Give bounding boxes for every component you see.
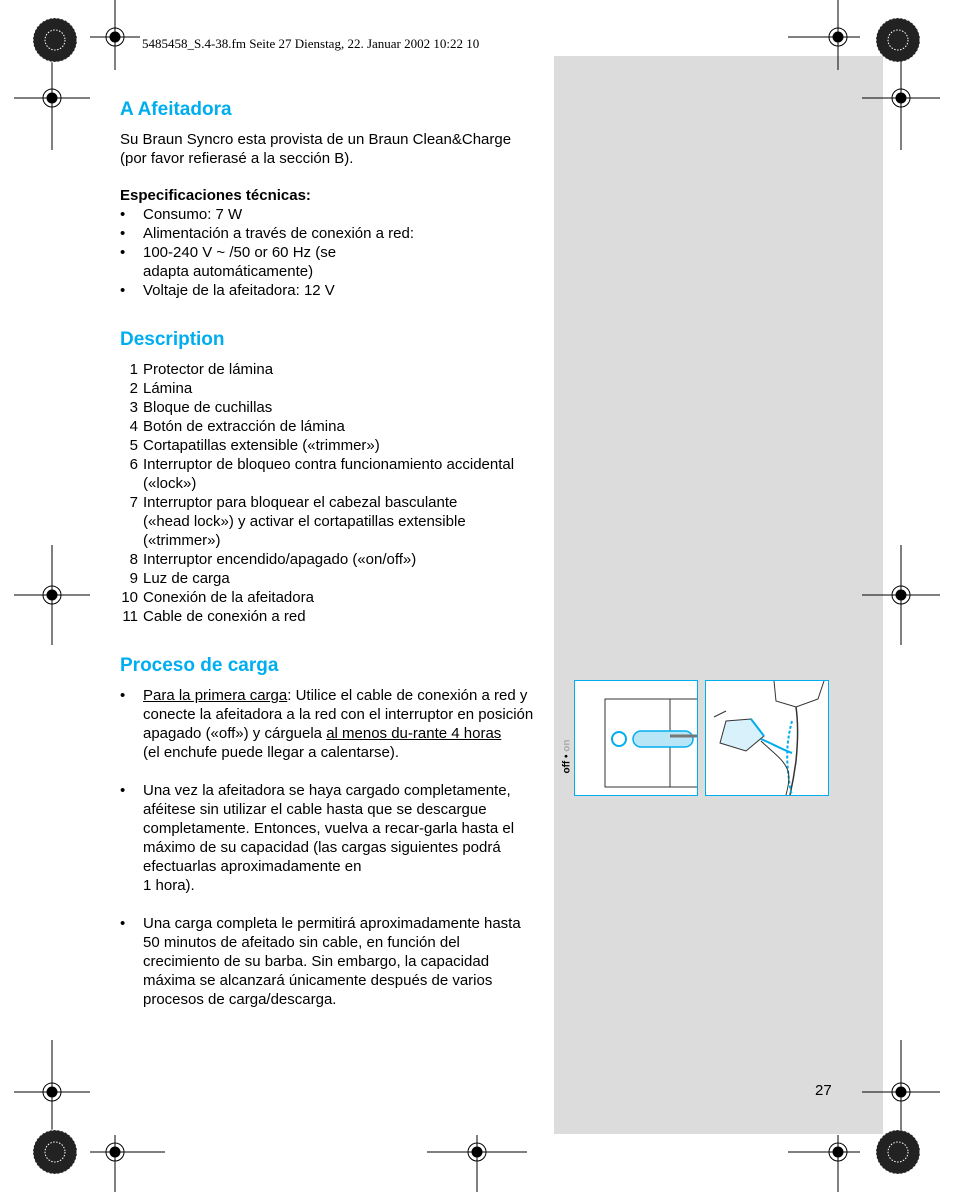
first-charge-label: Para la primera carga xyxy=(143,687,288,704)
list-item: 3 Bloque de cuchillas xyxy=(129,399,273,416)
section-title-carga: Proceso de carga xyxy=(120,655,279,676)
spec-item: • Consumo: 7 W xyxy=(120,206,243,223)
list-item: 4 Botón de extracción de lámina xyxy=(129,418,345,435)
list-item: 1 Protector de lámina xyxy=(129,361,274,378)
spec-item: • 100-240 V ~ /50 or 60 Hz (se adapta automáticamente) xyxy=(120,244,337,280)
spec-item: • Voltaje de la afeitadora: 12 V xyxy=(120,282,335,299)
section-title-description: Description xyxy=(120,329,225,350)
on-label: on xyxy=(561,739,573,752)
specs-heading: Especificaciones técnicas: xyxy=(120,187,311,204)
main-content xyxy=(120,98,540,1009)
charging-list xyxy=(120,686,540,1009)
page-number: 27 xyxy=(815,1082,832,1099)
list-item: 2 Lámina xyxy=(129,380,193,397)
list-item: 6 Interruptor de bloqueo contra funcionamiento accidental («lock») xyxy=(129,456,515,492)
switch-figure: off • on xyxy=(574,680,698,796)
list-item: 9 Luz de carga xyxy=(129,570,230,587)
off-label: off xyxy=(561,760,573,774)
gray-side-panel xyxy=(554,56,883,1134)
list-item: 8 Interruptor encendido/apagado («on/off») xyxy=(129,551,417,568)
charging-item: • Para la primera carga: Utilice el cable de conexión a red y conecte la afeitadora a la red con el interruptor en posición apagado («off») y cárguela al menos du-rante 4 horas (el enchufe puede llegar a calentarse). xyxy=(120,687,534,761)
spec-item: • Alimentación a través de conexión a red: xyxy=(120,225,414,242)
list-item: 10 Conexión de la afeitadora xyxy=(121,589,314,606)
four-hours-label: al menos du-rante 4 horas xyxy=(326,725,502,742)
specs-list xyxy=(120,205,540,300)
description-list xyxy=(120,360,515,626)
plug-figure xyxy=(705,680,829,796)
intro-paragraph: Su Braun Syncro esta provista de un Braun Clean&Charge (por favor refierasé a la sección B). xyxy=(120,131,512,167)
charging-item: • Una carga completa le permitirá aproximadamente hasta 50 minutos de afeitado sin cable, en función del crecimiento de su barba. Sin embargo, la capacidad máxima se alcanzará únicamente después de varios procesos de carga/descarga. xyxy=(120,915,521,1008)
charging-item: • Una vez la afeitadora se haya cargado completamente, aféitese sin utilizar el cable hasta que se descargue completamente. Entonces, vuelva a recar-garla hasta el máximo de su capacidad (las cargas siguientes podrá efectuarlas aproximadamente en 1 hora). xyxy=(120,782,515,894)
list-item: 11 Cable de conexión a red xyxy=(122,608,306,625)
file-header: 5485458_S.4-38.fm Seite 27 Dienstag, 22. Januar 2002 10:22 10 xyxy=(142,36,480,51)
list-item: 7 Interruptor para bloquear el cabezal basculante («head lock») y activar el cortapatillas extensible («trimmer») xyxy=(129,494,466,549)
section-title-afeitadora: A Afeitadora xyxy=(120,99,232,120)
list-item: 5 Cortapatillas extensible («trimmer») xyxy=(129,437,380,454)
